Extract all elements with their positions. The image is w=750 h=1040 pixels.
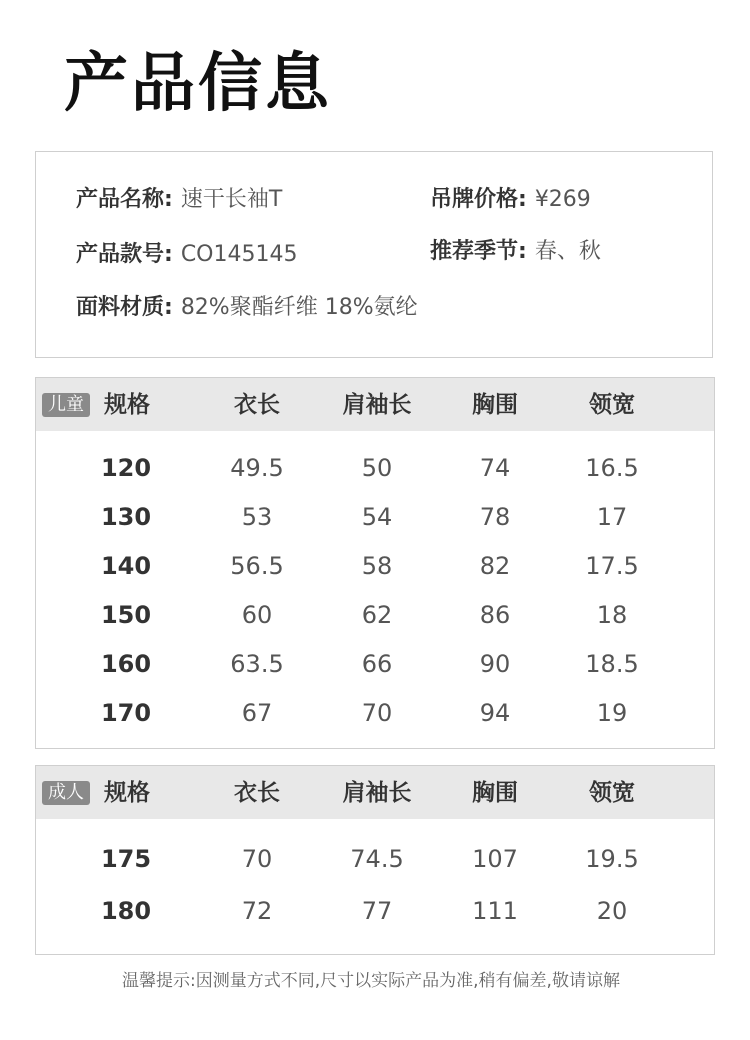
collar-cell: 18 bbox=[596, 601, 628, 629]
kids-size-table bbox=[35, 377, 715, 749]
kids-tag: 儿童 bbox=[42, 393, 90, 417]
size-cell: 170 bbox=[100, 699, 152, 727]
collar-cell: 18.5 bbox=[585, 650, 639, 678]
sleeve-cell: 77 bbox=[361, 897, 393, 925]
season-row bbox=[430, 237, 601, 267]
size-cell: 175 bbox=[100, 845, 152, 873]
col-header-length: 衣长 bbox=[234, 392, 280, 418]
chest-cell: 82 bbox=[479, 552, 511, 580]
col-header-sleeve: 肩袖长 bbox=[342, 780, 412, 806]
adult-table-header bbox=[36, 766, 714, 819]
length-cell: 67 bbox=[241, 699, 273, 727]
length-cell: 72 bbox=[241, 897, 273, 925]
collar-cell: 20 bbox=[596, 897, 628, 925]
chest-cell: 74 bbox=[479, 454, 511, 482]
table-row bbox=[36, 600, 714, 630]
table-row bbox=[36, 896, 714, 926]
model-label: 产品款号: bbox=[76, 242, 173, 267]
chest-cell: 86 bbox=[479, 601, 511, 629]
table-row bbox=[36, 844, 714, 874]
price-label: 吊牌价格: bbox=[430, 187, 527, 212]
size-cell: 130 bbox=[100, 503, 152, 531]
length-cell: 70 bbox=[241, 845, 273, 873]
sleeve-cell: 54 bbox=[361, 503, 393, 531]
material-value: 82%聚酯纤维 18%氨纶 bbox=[180, 295, 418, 320]
chest-cell: 94 bbox=[479, 699, 511, 727]
collar-cell: 19 bbox=[596, 699, 628, 727]
sleeve-cell: 70 bbox=[361, 699, 393, 727]
col-header-chest: 胸围 bbox=[472, 780, 518, 806]
chest-cell: 111 bbox=[472, 897, 518, 925]
chest-cell: 90 bbox=[479, 650, 511, 678]
size-cell: 120 bbox=[100, 454, 152, 482]
table-row bbox=[36, 502, 714, 532]
length-cell: 56.5 bbox=[230, 552, 284, 580]
material-label: 面料材质: bbox=[76, 295, 173, 320]
season-value: 春、秋 bbox=[534, 239, 601, 264]
season-label: 推荐季节: bbox=[430, 239, 527, 264]
col-header-collar: 领宽 bbox=[589, 780, 635, 806]
length-cell: 60 bbox=[241, 601, 273, 629]
kids-table-header bbox=[36, 378, 714, 431]
collar-cell: 16.5 bbox=[585, 454, 639, 482]
size-cell: 150 bbox=[100, 601, 152, 629]
col-header-chest: 胸围 bbox=[472, 392, 518, 418]
adult-size-table bbox=[35, 765, 715, 955]
sleeve-cell: 74.5 bbox=[350, 845, 404, 873]
product-name-value: 速干长袖T bbox=[180, 187, 283, 212]
col-header-size: 规格 bbox=[104, 780, 150, 806]
col-header-sleeve: 肩袖长 bbox=[342, 392, 412, 418]
price-value: ¥269 bbox=[534, 187, 591, 212]
size-cell: 180 bbox=[100, 897, 152, 925]
adult-tag: 成人 bbox=[42, 781, 90, 805]
length-cell: 49.5 bbox=[230, 454, 284, 482]
sleeve-cell: 50 bbox=[361, 454, 393, 482]
collar-cell: 17 bbox=[596, 503, 628, 531]
page-title: 产品信息 bbox=[64, 47, 332, 121]
table-row bbox=[36, 551, 714, 581]
sleeve-cell: 62 bbox=[361, 601, 393, 629]
table-row bbox=[36, 649, 714, 679]
product-info-panel bbox=[35, 151, 713, 358]
model-value: CO145145 bbox=[180, 242, 298, 267]
price-row bbox=[430, 185, 591, 215]
material-row bbox=[76, 293, 418, 323]
length-cell: 63.5 bbox=[230, 650, 284, 678]
collar-cell: 17.5 bbox=[585, 552, 639, 580]
col-header-length: 衣长 bbox=[234, 780, 280, 806]
product-name-label: 产品名称: bbox=[76, 187, 173, 212]
sleeve-cell: 66 bbox=[361, 650, 393, 678]
product-name-row bbox=[76, 185, 282, 215]
col-header-size: 规格 bbox=[104, 392, 150, 418]
length-cell: 53 bbox=[241, 503, 273, 531]
collar-cell: 19.5 bbox=[585, 845, 639, 873]
col-header-collar: 领宽 bbox=[589, 392, 635, 418]
table-row bbox=[36, 698, 714, 728]
chest-cell: 107 bbox=[472, 845, 518, 873]
measurement-note: 温馨提示:因测量方式不同,尺寸以实际产品为准,稍有偏差,敬请谅解 bbox=[122, 971, 620, 991]
table-row bbox=[36, 453, 714, 483]
sleeve-cell: 58 bbox=[361, 552, 393, 580]
size-cell: 140 bbox=[100, 552, 152, 580]
chest-cell: 78 bbox=[479, 503, 511, 531]
model-row bbox=[76, 240, 297, 270]
size-cell: 160 bbox=[100, 650, 152, 678]
